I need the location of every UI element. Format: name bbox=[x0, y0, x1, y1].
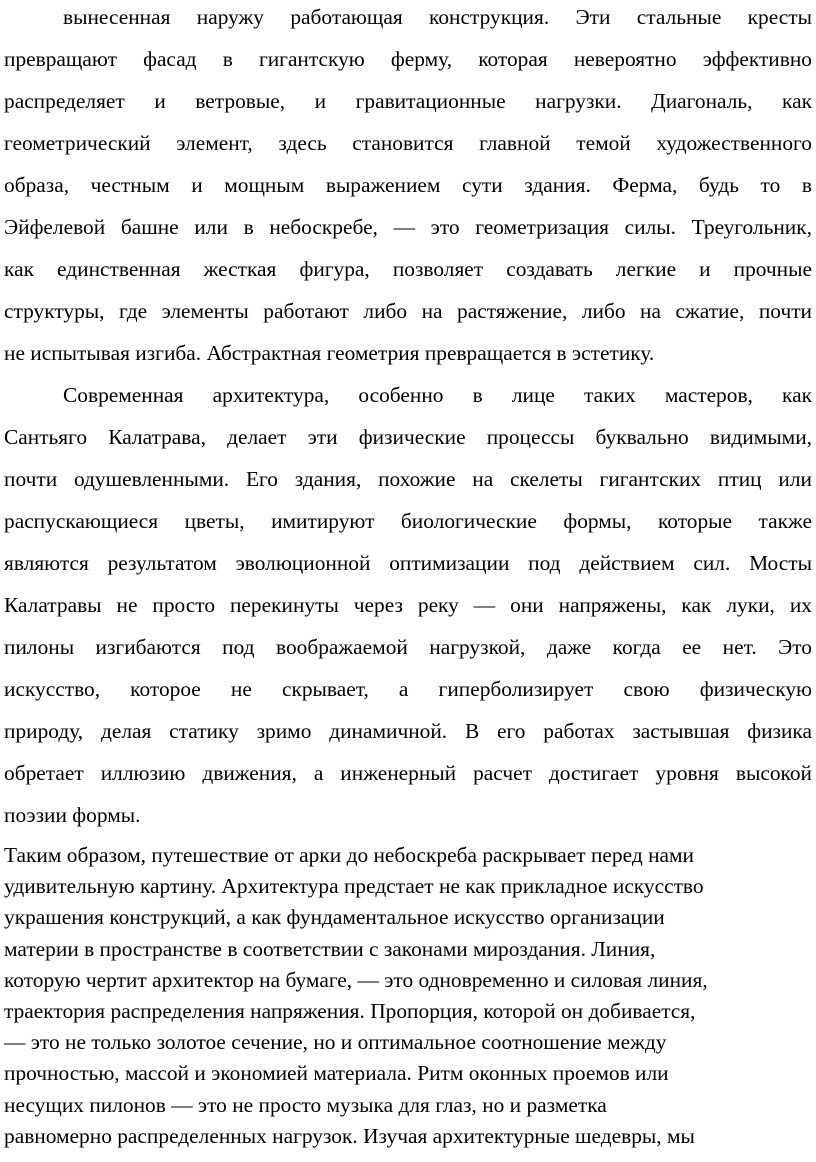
paragraph-line: распределяет и ветровые, и гравитационные нагрузки. Диагональ, как bbox=[4, 89, 812, 113]
paragraph-line: почти одушевленными. Его здания, похожие на скелеты гигантских птиц или bbox=[4, 467, 812, 491]
paragraph-3 bbox=[4, 840, 812, 1152]
paragraph-line: структуры, где элементы работают либо на растяжение, либо на сжатие, почти bbox=[4, 299, 812, 323]
paragraph-line: образа, честным и мощным выражением сути здания. Ферма, будь то в bbox=[4, 173, 812, 197]
paragraph-line: прочностью, массой и экономией материала. Ритм оконных проемов или bbox=[4, 1061, 669, 1086]
paragraph-line: Сантьяго Калатрава, делает эти физические процессы буквально видимыми, bbox=[4, 425, 812, 449]
paragraph-line: геометрический элемент, здесь становится главной темой художественного bbox=[4, 131, 812, 155]
paragraph-line: пилоны изгибаются под воображаемой нагрузкой, даже когда ее нет. Это bbox=[4, 635, 812, 659]
paragraph-line: вынесенная наружу работающая конструкция. Эти стальные кресты bbox=[63, 5, 812, 29]
paragraph-line: — это не только золотое сечение, но и оптимальное соотношение между bbox=[4, 1030, 667, 1055]
paragraph-line: являются результатом эволюционной оптимизации под действием сил. Мосты bbox=[4, 551, 812, 575]
paragraph-line: поэзии формы. bbox=[4, 803, 141, 827]
paragraph-line: материи в пространстве в соответствии с законами мироздания. Линия, bbox=[4, 936, 656, 961]
paragraph-line: которую чертит архитектор на бумаге, — это одновременно и силовая линия, bbox=[4, 967, 708, 992]
paragraph-line: Современная архитектура, особенно в лице таких мастеров, как bbox=[63, 383, 812, 407]
paragraph-2 bbox=[4, 374, 812, 836]
paragraph-line: удивительную картину. Архитектура предстает не как прикладное искусство bbox=[4, 874, 704, 899]
paragraph-line: распускающиеся цветы, имитируют биологические формы, которые также bbox=[4, 509, 812, 533]
paragraph-line: искусство, которое не скрывает, а гиперболизирует свою физическую bbox=[4, 677, 812, 701]
paragraph-line: обретает иллюзию движения, а инженерный расчет достигает уровня высокой bbox=[4, 761, 812, 785]
paragraph-line: Калатравы не просто перекинуты через реку — они напряжены, как луки, их bbox=[4, 593, 812, 617]
paragraph-line: не испытывая изгиба. Абстрактная геометрия превращается в эстетику. bbox=[4, 341, 655, 365]
paragraph-line: превращают фасад в гигантскую ферму, которая невероятно эффективно bbox=[4, 47, 812, 71]
paragraph-line: несущих пилонов — это не просто музыка для глаз, но и разметка bbox=[4, 1092, 607, 1117]
paragraph-line: Эйфелевой башне или в небоскребе, — это геометризация силы. Треугольник, bbox=[4, 215, 812, 239]
paragraph-line: Таким образом, путешествие от арки до небоскреба раскрывает перед нами bbox=[4, 843, 694, 867]
paragraph-line: траектория распределения напряжения. Пропорция, которой он добивается, bbox=[4, 998, 696, 1023]
paragraph-line: как единственная жесткая фигура, позволяет создавать легкие и прочные bbox=[4, 257, 812, 281]
paragraph-line: природу, делая статику зримо динамичной. В его работах застывшая физика bbox=[4, 719, 812, 743]
paragraph-1 bbox=[4, 0, 812, 374]
paragraph-line: украшения конструкций, а как фундаментальное искусство организации bbox=[4, 905, 665, 930]
paragraph-line: равномерно распределенных нагрузок. Изучая архитектурные шедевры, мы bbox=[4, 1123, 695, 1148]
